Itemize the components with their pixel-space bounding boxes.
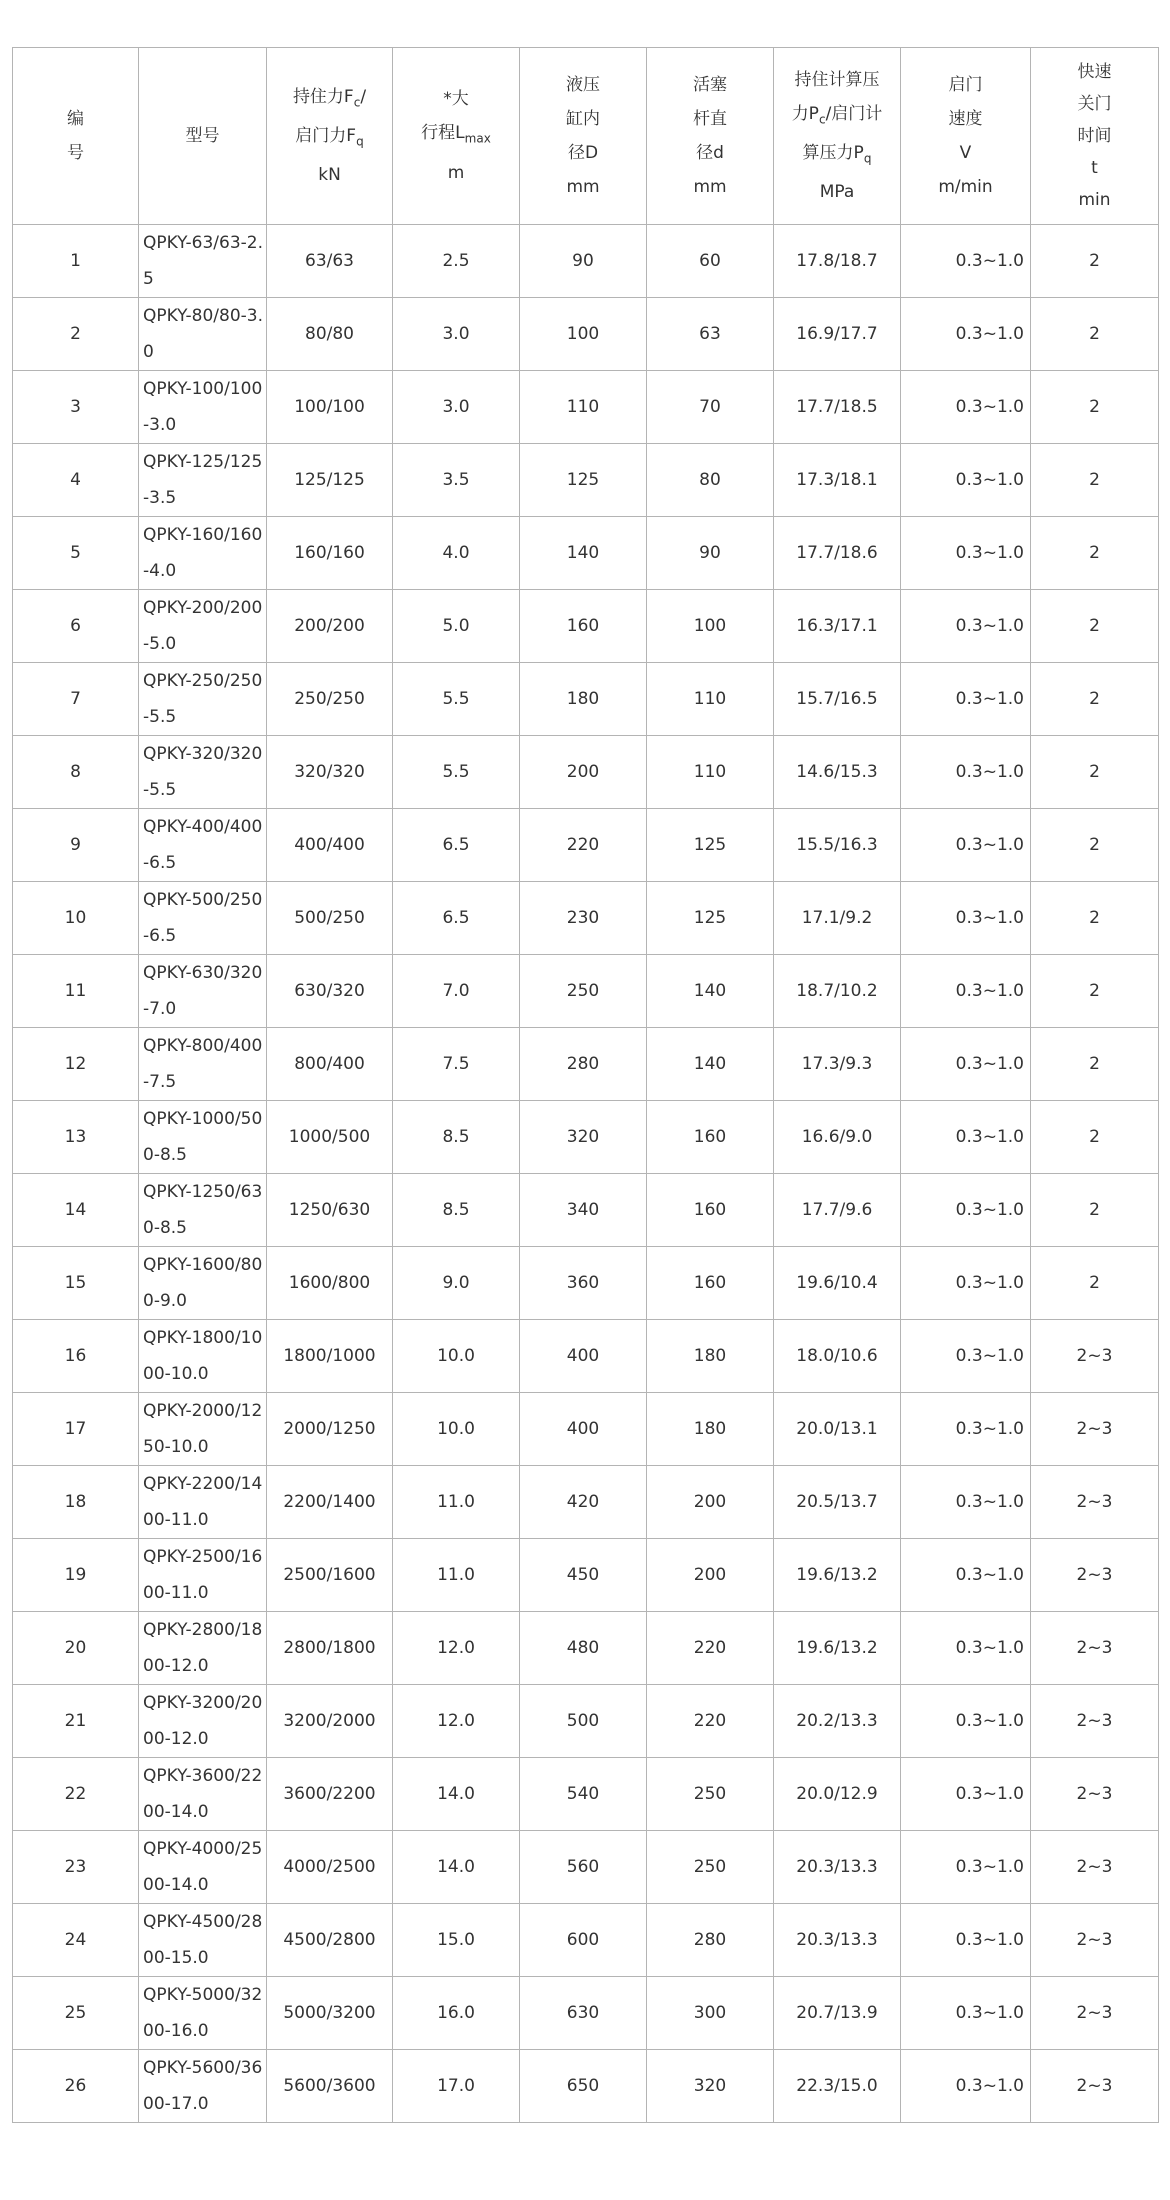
cell-bore: 200 [520, 736, 647, 809]
cell-speed: 0.3~1.0 [901, 371, 1031, 444]
cell-speed: 0.3~1.0 [901, 1977, 1031, 2050]
cell-number: 24 [13, 1904, 139, 1977]
cell-close-time: 2 [1031, 225, 1159, 298]
cell-model: QPKY-125/125-3.5 [139, 444, 267, 517]
cell-number: 4 [13, 444, 139, 517]
cell-close-time: 2~3 [1031, 1539, 1159, 1612]
cell-number: 19 [13, 1539, 139, 1612]
cell-speed: 0.3~1.0 [901, 1466, 1031, 1539]
cell-number: 7 [13, 663, 139, 736]
cell-force: 500/250 [267, 882, 393, 955]
table-row [13, 590, 1159, 663]
cell-close-time: 2 [1031, 1101, 1159, 1174]
spec-table [12, 47, 1159, 2123]
cell-stroke: 10.0 [393, 1320, 520, 1393]
cell-stroke: 9.0 [393, 1247, 520, 1320]
cell-speed: 0.3~1.0 [901, 444, 1031, 517]
cell-stroke: 7.5 [393, 1028, 520, 1101]
cell-model: QPKY-200/200-5.0 [139, 590, 267, 663]
cell-model: QPKY-2000/1250-10.0 [139, 1393, 267, 1466]
table-row [13, 1612, 1159, 1685]
header-stroke: *大 行程$L_{max}$ m [393, 48, 520, 225]
cell-speed: 0.3~1.0 [901, 663, 1031, 736]
cell-force: 1250/630 [267, 1174, 393, 1247]
table-body [13, 225, 1159, 2123]
cell-close-time: 2~3 [1031, 2050, 1159, 2123]
cell-force: 125/125 [267, 444, 393, 517]
cell-number: 3 [13, 371, 139, 444]
cell-pressure: 17.3/9.3 [774, 1028, 901, 1101]
cell-close-time: 2 [1031, 882, 1159, 955]
cell-model: QPKY-630/320-7.0 [139, 955, 267, 1028]
cell-number: 9 [13, 809, 139, 882]
cell-stroke: 15.0 [393, 1904, 520, 1977]
cell-model: QPKY-3600/2200-14.0 [139, 1758, 267, 1831]
cell-model: QPKY-1600/800-9.0 [139, 1247, 267, 1320]
cell-rod: 63 [647, 298, 774, 371]
cell-close-time: 2 [1031, 663, 1159, 736]
cell-bore: 600 [520, 1904, 647, 1977]
cell-model: QPKY-3200/2000-12.0 [139, 1685, 267, 1758]
cell-pressure: 17.1/9.2 [774, 882, 901, 955]
cell-speed: 0.3~1.0 [901, 225, 1031, 298]
cell-pressure: 22.3/15.0 [774, 2050, 901, 2123]
cell-speed: 0.3~1.0 [901, 1393, 1031, 1466]
cell-rod: 80 [647, 444, 774, 517]
cell-pressure: 19.6/10.4 [774, 1247, 901, 1320]
cell-force: 800/400 [267, 1028, 393, 1101]
table-row [13, 1685, 1159, 1758]
cell-force: 4500/2800 [267, 1904, 393, 1977]
cell-model: QPKY-80/80-3.0 [139, 298, 267, 371]
cell-bore: 230 [520, 882, 647, 955]
cell-speed: 0.3~1.0 [901, 1612, 1031, 1685]
cell-force: 1800/1000 [267, 1320, 393, 1393]
cell-model: QPKY-2800/1800-12.0 [139, 1612, 267, 1685]
cell-pressure: 15.7/16.5 [774, 663, 901, 736]
cell-pressure: 16.6/9.0 [774, 1101, 901, 1174]
cell-model: QPKY-2200/1400-11.0 [139, 1466, 267, 1539]
cell-stroke: 7.0 [393, 955, 520, 1028]
cell-stroke: 5.5 [393, 736, 520, 809]
cell-bore: 90 [520, 225, 647, 298]
cell-pressure: 19.6/13.2 [774, 1612, 901, 1685]
cell-stroke: 16.0 [393, 1977, 520, 2050]
cell-pressure: 20.2/13.3 [774, 1685, 901, 1758]
cell-model: QPKY-320/320-5.5 [139, 736, 267, 809]
header-speed: 启门 速度 V m/min [901, 48, 1031, 225]
cell-speed: 0.3~1.0 [901, 1831, 1031, 1904]
table-row [13, 1904, 1159, 1977]
cell-stroke: 12.0 [393, 1685, 520, 1758]
cell-stroke: 6.5 [393, 809, 520, 882]
cell-number: 12 [13, 1028, 139, 1101]
table-row [13, 1393, 1159, 1466]
table-row [13, 1977, 1159, 2050]
cell-pressure: 15.5/16.3 [774, 809, 901, 882]
cell-bore: 420 [520, 1466, 647, 1539]
cell-bore: 360 [520, 1247, 647, 1320]
cell-force: 320/320 [267, 736, 393, 809]
header-model: 型号 [139, 48, 267, 225]
cell-number: 11 [13, 955, 139, 1028]
cell-pressure: 18.7/10.2 [774, 955, 901, 1028]
table-row [13, 1539, 1159, 1612]
cell-model: QPKY-1250/630-8.5 [139, 1174, 267, 1247]
cell-pressure: 14.6/15.3 [774, 736, 901, 809]
cell-bore: 540 [520, 1758, 647, 1831]
cell-stroke: 5.0 [393, 590, 520, 663]
cell-close-time: 2~3 [1031, 1320, 1159, 1393]
cell-bore: 650 [520, 2050, 647, 2123]
table-row [13, 663, 1159, 736]
cell-rod: 250 [647, 1831, 774, 1904]
cell-number: 1 [13, 225, 139, 298]
cell-model: QPKY-4000/2500-14.0 [139, 1831, 267, 1904]
header-row [13, 48, 1159, 225]
cell-model: QPKY-100/100-3.0 [139, 371, 267, 444]
cell-bore: 180 [520, 663, 647, 736]
cell-close-time: 2 [1031, 1247, 1159, 1320]
cell-pressure: 20.7/13.9 [774, 1977, 901, 2050]
cell-speed: 0.3~1.0 [901, 1320, 1031, 1393]
cell-stroke: 4.0 [393, 517, 520, 590]
cell-model: QPKY-250/250-5.5 [139, 663, 267, 736]
cell-pressure: 16.3/17.1 [774, 590, 901, 663]
cell-model: QPKY-1000/500-8.5 [139, 1101, 267, 1174]
cell-pressure: 18.0/10.6 [774, 1320, 901, 1393]
cell-bore: 500 [520, 1685, 647, 1758]
cell-force: 63/63 [267, 225, 393, 298]
cell-force: 160/160 [267, 517, 393, 590]
table-row [13, 444, 1159, 517]
table-row [13, 517, 1159, 590]
cell-stroke: 17.0 [393, 2050, 520, 2123]
table-row [13, 736, 1159, 809]
cell-force: 100/100 [267, 371, 393, 444]
cell-speed: 0.3~1.0 [901, 1174, 1031, 1247]
cell-model: QPKY-800/400-7.5 [139, 1028, 267, 1101]
cell-force: 4000/2500 [267, 1831, 393, 1904]
cell-speed: 0.3~1.0 [901, 809, 1031, 882]
cell-pressure: 17.3/18.1 [774, 444, 901, 517]
header-pressure: 持住计算压 力$P_c/$启门计 算压力$P_q$ MPa [774, 48, 901, 225]
cell-pressure: 20.3/13.3 [774, 1831, 901, 1904]
cell-rod: 110 [647, 736, 774, 809]
cell-number: 16 [13, 1320, 139, 1393]
cell-rod: 220 [647, 1685, 774, 1758]
cell-speed: 0.3~1.0 [901, 1101, 1031, 1174]
cell-bore: 220 [520, 809, 647, 882]
cell-speed: 0.3~1.0 [901, 1904, 1031, 1977]
cell-model: QPKY-5600/3600-17.0 [139, 2050, 267, 2123]
cell-bore: 560 [520, 1831, 647, 1904]
cell-rod: 100 [647, 590, 774, 663]
cell-number: 18 [13, 1466, 139, 1539]
cell-number: 10 [13, 882, 139, 955]
header-rod: 活塞 杆直 径d mm [647, 48, 774, 225]
cell-force: 2000/1250 [267, 1393, 393, 1466]
cell-force: 5600/3600 [267, 2050, 393, 2123]
cell-force: 5000/3200 [267, 1977, 393, 2050]
cell-bore: 140 [520, 517, 647, 590]
cell-force: 1600/800 [267, 1247, 393, 1320]
cell-pressure: 20.0/12.9 [774, 1758, 901, 1831]
table-row [13, 298, 1159, 371]
cell-rod: 140 [647, 1028, 774, 1101]
cell-rod: 180 [647, 1393, 774, 1466]
cell-stroke: 8.5 [393, 1101, 520, 1174]
cell-rod: 200 [647, 1466, 774, 1539]
header-force: 持住力$F_c/$ 启门力$F_q$ kN [267, 48, 393, 225]
cell-force: 80/80 [267, 298, 393, 371]
cell-speed: 0.3~1.0 [901, 882, 1031, 955]
cell-bore: 125 [520, 444, 647, 517]
table-row [13, 882, 1159, 955]
cell-speed: 0.3~1.0 [901, 736, 1031, 809]
cell-bore: 110 [520, 371, 647, 444]
cell-rod: 125 [647, 882, 774, 955]
cell-stroke: 12.0 [393, 1612, 520, 1685]
cell-number: 25 [13, 1977, 139, 2050]
cell-rod: 200 [647, 1539, 774, 1612]
cell-force: 2800/1800 [267, 1612, 393, 1685]
cell-number: 5 [13, 517, 139, 590]
cell-close-time: 2 [1031, 590, 1159, 663]
cell-force: 3600/2200 [267, 1758, 393, 1831]
cell-rod: 140 [647, 955, 774, 1028]
cell-stroke: 6.5 [393, 882, 520, 955]
cell-bore: 450 [520, 1539, 647, 1612]
cell-close-time: 2 [1031, 809, 1159, 882]
cell-bore: 100 [520, 298, 647, 371]
cell-close-time: 2 [1031, 444, 1159, 517]
cell-close-time: 2~3 [1031, 1831, 1159, 1904]
cell-stroke: 14.0 [393, 1758, 520, 1831]
cell-bore: 400 [520, 1320, 647, 1393]
header-number: 编 号 [13, 48, 139, 225]
cell-model: QPKY-4500/2800-15.0 [139, 1904, 267, 1977]
cell-close-time: 2 [1031, 298, 1159, 371]
cell-bore: 340 [520, 1174, 647, 1247]
table-row [13, 1320, 1159, 1393]
cell-pressure: 20.3/13.3 [774, 1904, 901, 1977]
table-row [13, 1101, 1159, 1174]
cell-speed: 0.3~1.0 [901, 1758, 1031, 1831]
header-bore: 液压 缸内 径D mm [520, 48, 647, 225]
cell-model: QPKY-1800/1000-10.0 [139, 1320, 267, 1393]
cell-pressure: 20.5/13.7 [774, 1466, 901, 1539]
cell-pressure: 17.8/18.7 [774, 225, 901, 298]
cell-number: 13 [13, 1101, 139, 1174]
cell-rod: 70 [647, 371, 774, 444]
cell-close-time: 2 [1031, 371, 1159, 444]
cell-speed: 0.3~1.0 [901, 1685, 1031, 1758]
cell-pressure: 17.7/9.6 [774, 1174, 901, 1247]
cell-rod: 110 [647, 663, 774, 736]
table-row [13, 955, 1159, 1028]
cell-close-time: 2~3 [1031, 1393, 1159, 1466]
cell-number: 17 [13, 1393, 139, 1466]
cell-force: 400/400 [267, 809, 393, 882]
cell-model: QPKY-500/250-6.5 [139, 882, 267, 955]
header-close-time: 快速 关门 时间 t min [1031, 48, 1159, 225]
cell-pressure: 17.7/18.6 [774, 517, 901, 590]
cell-speed: 0.3~1.0 [901, 1539, 1031, 1612]
cell-number: 23 [13, 1831, 139, 1904]
cell-model: QPKY-5000/3200-16.0 [139, 1977, 267, 2050]
cell-speed: 0.3~1.0 [901, 2050, 1031, 2123]
cell-rod: 180 [647, 1320, 774, 1393]
cell-rod: 160 [647, 1101, 774, 1174]
cell-rod: 160 [647, 1174, 774, 1247]
cell-force: 2200/1400 [267, 1466, 393, 1539]
table-row [13, 2050, 1159, 2123]
cell-number: 2 [13, 298, 139, 371]
table-row [13, 1247, 1159, 1320]
cell-number: 21 [13, 1685, 139, 1758]
cell-close-time: 2 [1031, 517, 1159, 590]
cell-force: 200/200 [267, 590, 393, 663]
cell-close-time: 2~3 [1031, 1685, 1159, 1758]
cell-speed: 0.3~1.0 [901, 1247, 1031, 1320]
table-row [13, 1831, 1159, 1904]
cell-pressure: 17.7/18.5 [774, 371, 901, 444]
cell-pressure: 16.9/17.7 [774, 298, 901, 371]
cell-model: QPKY-400/400-6.5 [139, 809, 267, 882]
cell-close-time: 2~3 [1031, 1904, 1159, 1977]
cell-speed: 0.3~1.0 [901, 590, 1031, 663]
cell-close-time: 2 [1031, 1174, 1159, 1247]
cell-rod: 280 [647, 1904, 774, 1977]
cell-pressure: 19.6/13.2 [774, 1539, 901, 1612]
table-row [13, 225, 1159, 298]
cell-number: 8 [13, 736, 139, 809]
cell-bore: 480 [520, 1612, 647, 1685]
cell-stroke: 10.0 [393, 1393, 520, 1466]
cell-model: QPKY-160/160-4.0 [139, 517, 267, 590]
cell-close-time: 2~3 [1031, 1758, 1159, 1831]
cell-stroke: 8.5 [393, 1174, 520, 1247]
table-row [13, 1466, 1159, 1539]
cell-pressure: 20.0/13.1 [774, 1393, 901, 1466]
cell-close-time: 2~3 [1031, 1612, 1159, 1685]
cell-stroke: 3.5 [393, 444, 520, 517]
cell-number: 6 [13, 590, 139, 663]
cell-force: 2500/1600 [267, 1539, 393, 1612]
table-row [13, 1758, 1159, 1831]
cell-bore: 160 [520, 590, 647, 663]
table-row [13, 809, 1159, 882]
cell-number: 14 [13, 1174, 139, 1247]
cell-number: 22 [13, 1758, 139, 1831]
cell-bore: 320 [520, 1101, 647, 1174]
cell-stroke: 11.0 [393, 1539, 520, 1612]
cell-number: 20 [13, 1612, 139, 1685]
cell-bore: 400 [520, 1393, 647, 1466]
cell-force: 3200/2000 [267, 1685, 393, 1758]
cell-close-time: 2 [1031, 1028, 1159, 1101]
cell-force: 630/320 [267, 955, 393, 1028]
cell-stroke: 3.0 [393, 371, 520, 444]
cell-rod: 250 [647, 1758, 774, 1831]
cell-stroke: 11.0 [393, 1466, 520, 1539]
cell-stroke: 14.0 [393, 1831, 520, 1904]
cell-rod: 300 [647, 1977, 774, 2050]
cell-force: 1000/500 [267, 1101, 393, 1174]
cell-bore: 250 [520, 955, 647, 1028]
cell-model: QPKY-2500/1600-11.0 [139, 1539, 267, 1612]
cell-rod: 160 [647, 1247, 774, 1320]
cell-close-time: 2~3 [1031, 1977, 1159, 2050]
cell-close-time: 2~3 [1031, 1466, 1159, 1539]
cell-speed: 0.3~1.0 [901, 1028, 1031, 1101]
cell-number: 15 [13, 1247, 139, 1320]
cell-speed: 0.3~1.0 [901, 298, 1031, 371]
cell-model: QPKY-63/63-2.5 [139, 225, 267, 298]
cell-stroke: 3.0 [393, 298, 520, 371]
table-row [13, 1174, 1159, 1247]
cell-speed: 0.3~1.0 [901, 517, 1031, 590]
cell-rod: 90 [647, 517, 774, 590]
cell-close-time: 2 [1031, 955, 1159, 1028]
table-row [13, 1028, 1159, 1101]
cell-bore: 280 [520, 1028, 647, 1101]
cell-force: 250/250 [267, 663, 393, 736]
cell-bore: 630 [520, 1977, 647, 2050]
cell-stroke: 5.5 [393, 663, 520, 736]
cell-rod: 60 [647, 225, 774, 298]
cell-number: 26 [13, 2050, 139, 2123]
cell-stroke: 2.5 [393, 225, 520, 298]
cell-rod: 125 [647, 809, 774, 882]
cell-speed: 0.3~1.0 [901, 955, 1031, 1028]
cell-rod: 320 [647, 2050, 774, 2123]
cell-close-time: 2 [1031, 736, 1159, 809]
cell-rod: 220 [647, 1612, 774, 1685]
table-row [13, 371, 1159, 444]
